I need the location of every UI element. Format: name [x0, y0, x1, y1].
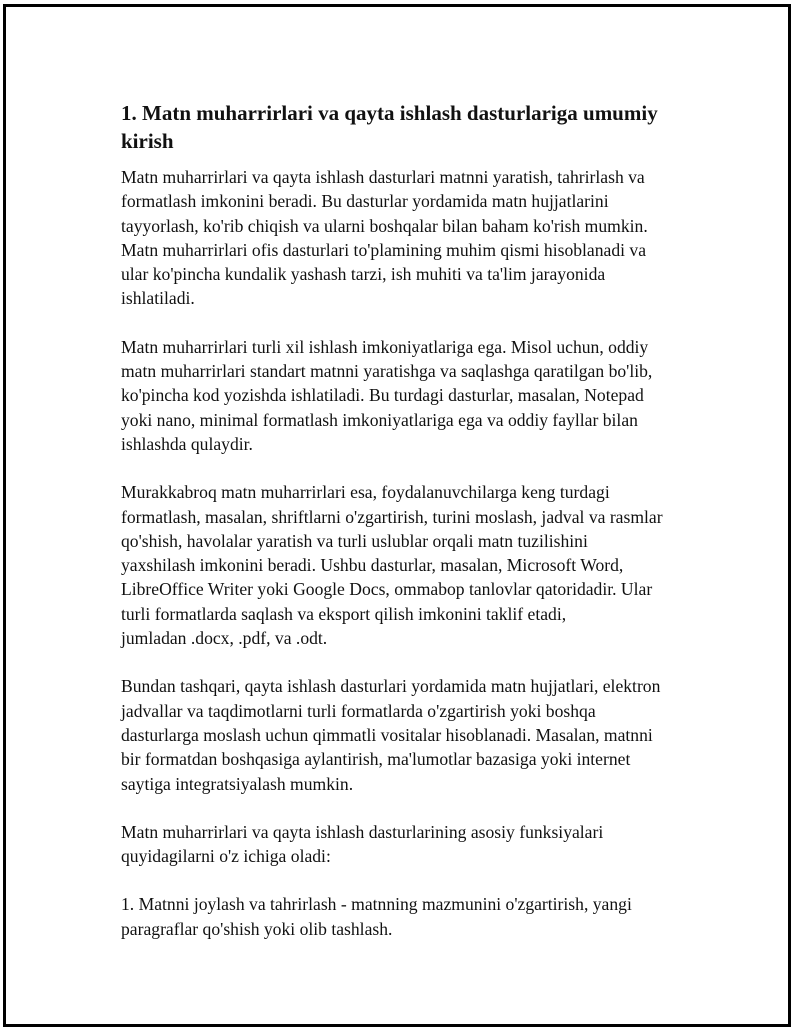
document-page	[3, 4, 791, 1027]
paragraph-processing-tools: Bundan tashqari, qayta ishlash dasturlari yordamida matn hujjatlari, elektron jadvallar va taqdimotlarni turli formatlarda o'zgartirish yoki boshqa dasturlarga moslash uchun qimmatli vositalar hisoblanadi. Masalan, matnni bir formatdan boshqasiga aylantirish, ma'lumotlar bazasiga yoki internet saytiga integratsiyalash mumkin.	[121, 676, 661, 794]
paragraph-advanced-editors: Murakkabroq matn muharrirlari esa, foydalanuvchilarga keng turdagi formatlash, masalan, shriftlarni o'zgartirish, turini moslash, jadval va rasmlar qo'shish, havolalar yaratish va turli uslublar orqali matn tuzilishini yaxshilash imkonini beradi. Ushbu dasturlar, masalan, Microsoft Word, LibreOffice Writer yoki Google Docs, ommabop tanlovlar qatoridadir. Ular turli formatlarda saqlash va eksport qilish imkonini taklif etadi, jumladan .docx, .pdf, va .odt.	[121, 482, 663, 649]
paragraph-intro: Matn muharrirlari va qayta ishlash dasturlari matnni yaratish, tahrirlash va formatlash imkonini beradi. Bu dasturlar yordamida matn hujjatlarini tayyorlash, ko'rib chiqish va ularni boshqalar bilan baham ko'rish mumkin. Matn muharrirlari ofis dasturlari to'plamining muhim qismi hisoblanadi va ular ko'pincha kundalik yashash tarzi, ish muhiti va ta'lim jarayonida ishlatiladi.	[121, 167, 648, 309]
list-item-1: 1. Matnni joylash va tahrirlash - matnning mazmunini o'zgartirish, yangi paragraflar qo'shish yoki olib tashlash.	[121, 894, 632, 939]
document-title: 1. Matn muharrirlari va qayta ishlash dasturlariga umumiy kirish	[121, 101, 658, 153]
paragraph-functions-intro: Matn muharrirlari va qayta ishlash dasturlarining asosiy funksiyalari quyidagilarni o'z ichiga oladi:	[121, 821, 604, 867]
paragraph-simple-editors: Matn muharrirlari turli xil ishlash imkoniyatlariga ega. Misol uchun, oddiy matn muharrirlari standart matnni yaratishga va saqlashga qaratilgan bo'lib, ko'pincha kod yozishda ishlatiladi. Bu turdagi dasturlar, masalan, Notepad yoki nano, minimal formatlash imkoniyatlariga ega va oddiy fayllar bilan ishlashda qulaydir.	[121, 336, 653, 454]
document-body	[121, 99, 699, 965]
